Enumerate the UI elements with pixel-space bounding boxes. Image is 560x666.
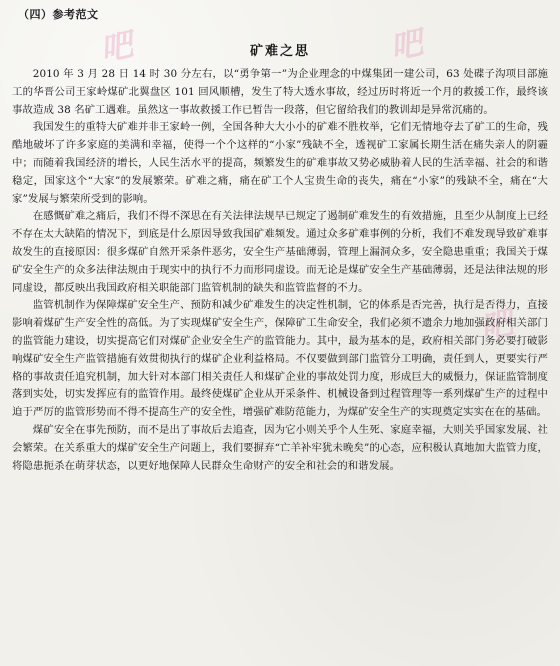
paragraph: 监管机制作为保障煤矿安全生产、预防和减少矿难发生的决定性机制，它的体系是否完善，执行是否得力，直接影响着煤矿生产安全性的高低。为了实现煤矿安全生产，保障矿工生命安全，我们必须不遗余力地加强政府相关部门的监管能力建设，切实提高它们对煤矿企业安全生产的监管能力。其中，最为基本的是，政府相关部门务必要打破影响煤矿安全生产监管措施有效贯彻执行的煤矿企业利益格局。不仅要做到部门监管分工明确，责任到人，更要实行严格的事故责任追究机制，加大针对本部门相关责任人和煤矿企业的事故处罚力度，形成巨大的威慑力，保证监管制度落到实处，切实发挥应有的监管作用。最终使煤矿企业从开采条件、机械设备到过程管理等一系列煤矿生产的过程中迫于严厉的监管形势而不得不提高生产的安全性，增强矿难防范能力，为煤矿安全生产的实现奠定实实在在的基础。 <box>12 299 548 419</box>
essay-body <box>12 66 548 475</box>
paragraph: 煤矿安全在事先预防，而不是出了事故后去追查，因为它小则关乎个人生死、家庭幸福，大则关乎国家发展、社会繁荣。在关系重大的煤矿安全生产问题上，我们要摒弃“亡羊补牢犹未晚矣”的心态，应积极认真地加大监管力度，将隐患扼杀在萌芽状态，以更好地保障人民群众生命财产的安全和社会的和谐发展。 <box>12 423 548 472</box>
watermark-logo: 吧 <box>476 303 517 347</box>
watermark-logo: 吧 <box>96 25 137 69</box>
paragraph: 2010 年 3 月 28 日 14 时 30 分左右，以“勇争第一”为企业理念的中煤集团一建公司，63 处碟子沟项目部施工的华晋公司王家岭煤矿北翼盘区 101 回风顺槽，发生了特大透水事故，经过历时将近一个月的救援工作，最终该事故造成 38 名矿工遇难。虽然这一事故救援工作已暂告一段落，但它留给我们的教训却是异常沉痛的。 <box>12 68 548 116</box>
essay-title: 矿难之思 <box>249 44 310 59</box>
paragraph: 我国发生的重特大矿难并非王家岭一例，全国各种大大小小的矿难不胜枚举，它们无情地夺去了矿工的生命，残酷地破坏了许多家庭的美满和幸福，使得一个个这样的“小家”残缺不全，透视矿工家属长期生活在痛失亲人的阴霾中；而随着我国经济的增长，人民生活水平的提高，频繁发生的矿难事故又势必威胁着人民的生活幸福、社会的和谐稳定，国家这个“大家”的发展繁荣。矿难之痛，痛在矿工个人宝贵生命的丧失，痛在“小家”的残缺不全，痛在“大家”发展与繁荣所受到的影响。 <box>12 121 548 205</box>
section-label: （四）参考范文 <box>18 8 99 21</box>
watermark-logo: 吧 <box>386 23 427 67</box>
paragraph: 在感慨矿难之痛后，我们不得不深思在有关法律法规早已规定了遏制矿难发生的有效措施，且至少从制度上已经不存在太大缺陷的情况下，到底是什么原因导致我国矿难频发。通过众多矿难事例的分析，我们不难发现导致矿难事故发生的直接原因：很多煤矿自然开采条件恶劣，安全生产基础薄弱，管理上漏洞众多，安全隐患重重；我国关于煤矿安全生产的众多法律法规由于现实中的执行不力而形同虚设。而无论是煤矿安全生产基础薄弱，还是法律法规的形同虚设，都反映出我国政府相关职能部门监管机制的缺失和监管监督的不力。 <box>12 210 548 294</box>
